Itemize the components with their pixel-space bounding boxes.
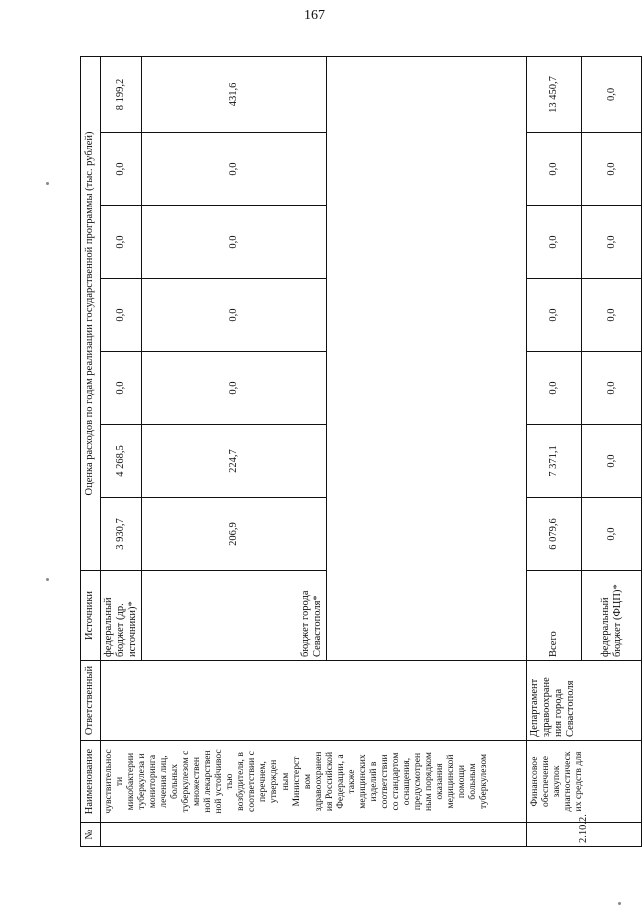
- row2-s2-v3: 0,0: [582, 352, 642, 425]
- header-name: Наименование: [81, 741, 101, 823]
- row2-responsible: Департамент здравоохране ния города Севастополя: [527, 661, 642, 741]
- row2-s2-total: 0,0: [582, 56, 642, 132]
- row2-s1-v3: 0,0: [527, 352, 582, 425]
- row2-name: Финансовое обеспечение закупок диагностическ их средств для: [527, 741, 642, 823]
- row2-s1-total: 13 450,7: [527, 56, 582, 132]
- row1-s1-total: 8 199,2: [101, 56, 142, 132]
- row2-s1-v6: 0,0: [527, 133, 582, 206]
- row1-s1-v5: 0,0: [101, 206, 142, 279]
- rotated-table-container: [80, 57, 623, 847]
- row1-s2-total: 431,6: [142, 56, 327, 132]
- row1-no: [101, 823, 527, 847]
- row2-no: 2.10.2.: [527, 823, 642, 847]
- row2-s1-v4: 0,0: [527, 279, 582, 352]
- row1-s1-v6: 0,0: [101, 133, 142, 206]
- row1-spacer: [327, 56, 527, 660]
- row2-s2-v6: 0,0: [582, 133, 642, 206]
- row1-s1-v1: 3 930,7: [101, 498, 142, 571]
- row1-source-1-label: федеральный бюджет (др. источники)*: [101, 571, 142, 661]
- row2-s2-v1: 0,0: [582, 498, 642, 571]
- header-estimate: Оценка расходов по годам реализации государственной программы (тыс. рублей): [81, 56, 101, 570]
- row1-responsible: [101, 661, 527, 741]
- header-responsible: Ответственный: [81, 661, 101, 741]
- row1-s1-v2: 4 268,5: [101, 425, 142, 498]
- row2-s2-v4: 0,0: [582, 279, 642, 352]
- row2-source-1-label: Всего: [527, 571, 582, 661]
- row1-s2-v3: 0,0: [142, 352, 327, 425]
- row1-source-2-label: бюджет города Севастополя*: [142, 571, 327, 661]
- budget-table: [80, 56, 642, 847]
- row2-source-2-label: федеральный бюджет (ФЦП)*: [582, 571, 642, 661]
- row1-s2-v1: 206,9: [142, 498, 327, 571]
- row2-s1-v5: 0,0: [527, 206, 582, 279]
- row1-s2-v4: 0,0: [142, 279, 327, 352]
- row2-s1-v2: 7 371,1: [527, 425, 582, 498]
- header-sources: Источники: [81, 571, 101, 661]
- row1-s2-v5: 0,0: [142, 206, 327, 279]
- page-number: 167: [304, 8, 325, 23]
- row2-s2-v5: 0,0: [582, 206, 642, 279]
- scan-speck: [46, 182, 49, 185]
- row2-s1-v1: 6 079,6: [527, 498, 582, 571]
- row1-name: чувствительнос ти микобактерии туберкулеза и мониторинга лечения лиц, больных туберкулезом с множествен ной лекарствен ной устойчивос тью возбудителя, в соответствии с перечнем, утвержден ным Министерст вом здравоохранен ия Российской Федерации, а также медицинских изделий в соответствии со стандартом оснащения, предусмотрен ным порядком оказания медицинской помощи больным туберкулезом: [101, 741, 527, 823]
- header-no: №: [81, 823, 101, 847]
- row2-s2-v2: 0,0: [582, 425, 642, 498]
- row1-s2-v2: 224,7: [142, 425, 327, 498]
- row1-s1-v3: 0,0: [101, 352, 142, 425]
- row1-s2-v6: 0,0: [142, 133, 327, 206]
- row1-s1-v4: 0,0: [101, 279, 142, 352]
- scan-speck: [46, 578, 49, 581]
